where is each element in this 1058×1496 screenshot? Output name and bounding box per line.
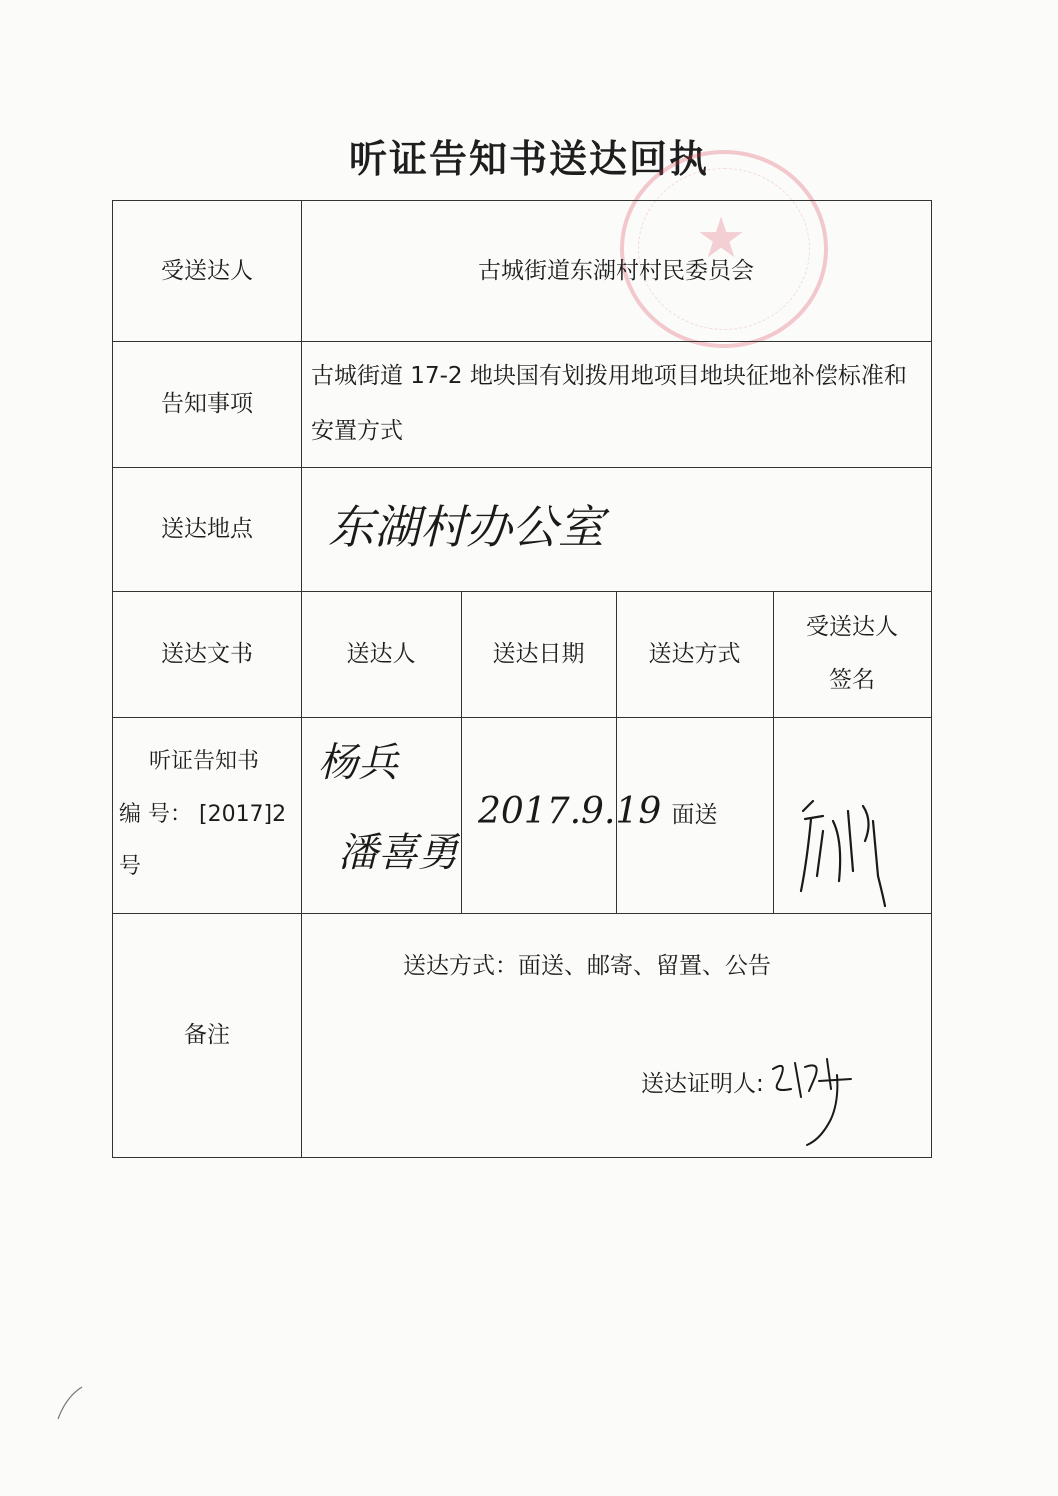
- document-title: 听证告知书送达回执: [348, 137, 709, 181]
- recipient-label: 受送达人: [161, 257, 253, 284]
- seal-star-icon: ★: [696, 206, 747, 271]
- recipient-value: 古城街道东湖村村民委员会: [478, 257, 754, 284]
- method-value: 面送: [671, 801, 718, 828]
- doc-label: 送达文书: [161, 640, 253, 667]
- method-label: 送达方式: [648, 640, 741, 667]
- remarks-label: 备注: [184, 1021, 230, 1048]
- matter-label: 告知事项: [161, 390, 253, 417]
- signature-label-line1: 受送达人: [806, 614, 898, 641]
- pencil-mark: [52, 1385, 92, 1425]
- matter-value: 古城街道 17-2 地块国有划拨用地项目地块征地补偿标准和安置方式: [311, 362, 907, 444]
- doc-name-line3: 号: [119, 854, 142, 880]
- witness-label: 送达证明人:: [641, 1070, 764, 1097]
- remarks-methods: 送达方式：面送、邮寄、留置、公告: [403, 952, 771, 979]
- deliverer-label: 送达人: [346, 640, 416, 667]
- recipient-signature: [793, 781, 903, 911]
- witness-signature: [761, 1041, 871, 1151]
- signature-label: [773, 591, 931, 717]
- doc-name-line1: 听证告知书: [149, 748, 260, 774]
- signature-label-line2: 签名: [829, 667, 875, 693]
- deliverer-signature-2: 潘喜勇: [338, 830, 458, 876]
- place-handwritten: 东湖村办公室: [328, 500, 604, 554]
- deliverer-signature-1: 杨兵: [318, 740, 398, 786]
- receipt-form-table: [112, 200, 932, 1158]
- doc-name: [119, 717, 301, 913]
- date-label: 送达日期: [492, 640, 585, 667]
- place-label: 送达地点: [161, 515, 253, 542]
- doc-name-line2: 编 号： [2017]2: [119, 801, 287, 827]
- delivery-date-handwritten: 2017.9.19: [478, 791, 662, 832]
